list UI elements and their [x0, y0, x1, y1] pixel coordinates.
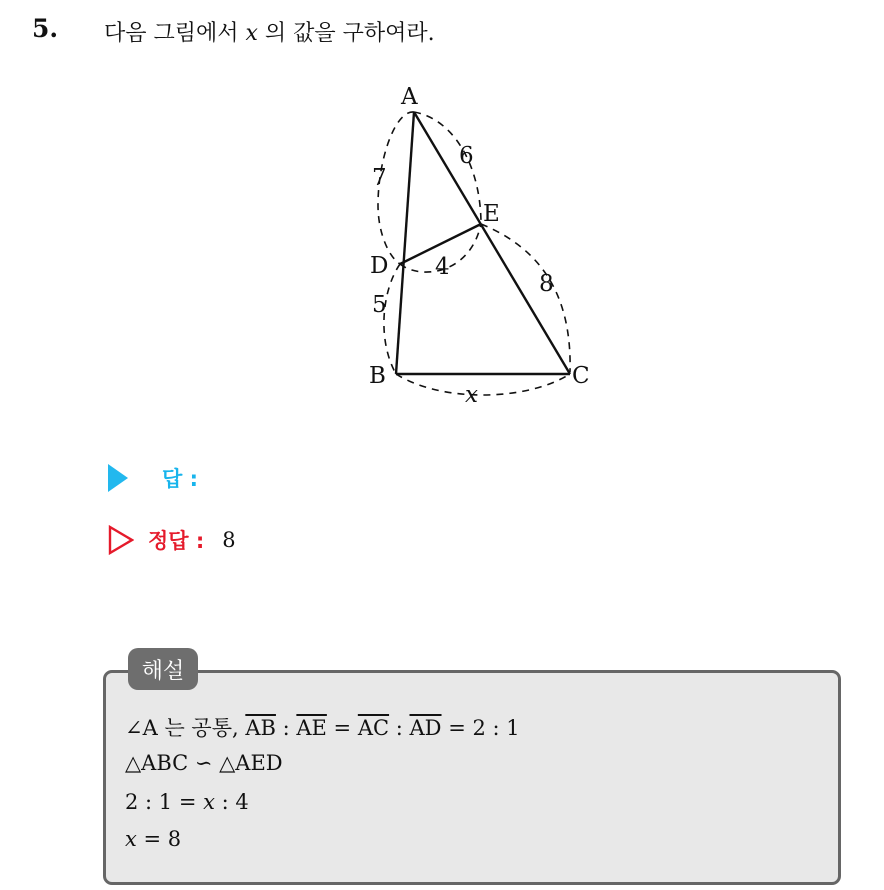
segment-ad-text: $\overline{AD}$: [409, 716, 442, 740]
label-B: B: [369, 363, 386, 389]
answer-label: 답 :: [162, 467, 198, 491]
segment-AB: [396, 112, 414, 374]
label-E: E: [483, 201, 500, 227]
question-variable: x: [245, 21, 258, 46]
explanation-line-3: [125, 790, 249, 814]
explanation-line-1: [125, 712, 520, 742]
play-filled-icon: [108, 464, 128, 492]
result-value: = 8: [136, 827, 182, 851]
question-number: 5.: [32, 14, 59, 43]
length-BC: x: [465, 382, 478, 408]
arc-BC: [396, 374, 570, 395]
proportion-right: : 4: [214, 790, 249, 814]
play-outline-icon: [108, 525, 134, 555]
question-text-after: 의 값을 구하여라.: [257, 21, 435, 46]
question-text-before: 다음 그림에서: [104, 21, 246, 46]
correct-answer-value: 8: [222, 528, 236, 552]
label-D: D: [370, 253, 389, 279]
ratio-tail: = 2 : 1: [441, 716, 520, 740]
correct-answer-label: 정답 :: [148, 529, 205, 553]
segment-ac-text: $\overline{AC}$: [357, 716, 390, 740]
length-AD: 7: [372, 165, 387, 191]
angle-a: ∠A: [125, 716, 158, 740]
proportion-x: x: [203, 790, 215, 814]
label-A: A: [401, 84, 418, 110]
answer-row: [108, 463, 198, 493]
length-DB: 5: [372, 292, 387, 318]
segment-AC: [414, 112, 570, 374]
result-x: x: [125, 827, 137, 851]
explanation-line-4: [125, 827, 181, 851]
explanation-box: [103, 670, 841, 885]
length-AE: 6: [459, 143, 474, 169]
length-EC: 8: [539, 271, 554, 297]
common-text: 는 공통,: [157, 716, 246, 740]
length-DE: 4: [435, 254, 450, 280]
equals-1: =: [326, 716, 358, 740]
explanation-tag: 해설: [128, 648, 198, 690]
colon-1: :: [275, 716, 297, 740]
segment-ae-text: $\overline{AE}$: [296, 716, 327, 740]
proportion-left: 2 : 1 =: [125, 790, 204, 814]
label-C: C: [572, 363, 590, 389]
correct-answer-row: [108, 525, 236, 555]
explanation-line-2: △ABC ∽ △AED: [125, 751, 283, 775]
segment-ab-text: $\overline{AB}$: [245, 716, 276, 740]
colon-2: :: [389, 716, 410, 740]
